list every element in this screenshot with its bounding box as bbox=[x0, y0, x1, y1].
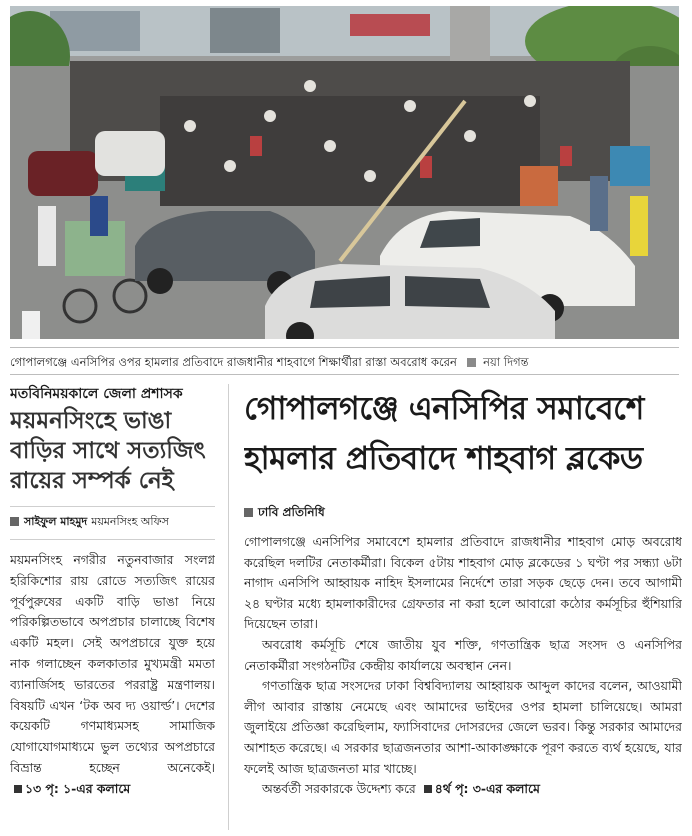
main-story-paragraph: গণতান্ত্রিক ছাত্র সংসদের ঢাকা বিশ্ববিদ্যালয় আহ্বায়ক আব্দুল কাদের বলেন, আওয়ামী লীগ আবার রাস্তায় নেমেছে এবং আমাদের ভাইদের ওপর হামলা চালিয়েছে। আমরা জুলাইয়ে প্রতিজ্ঞা করেছিলাম, ফ্যাসিবাদের দোসরদের জেলে ভরব। কিন্তু সরকার আমাদের আশাহত করেছে। এ সরকার ছাত্রজনতার আশা-আকাঙ্ক্ষাকে পূরণ করতে ব্যর্থ হয়েছে, যার ফলেই আজ ছাত্রজনতা মার খাচ্ছে। bbox=[244, 678, 682, 776]
square-bullet-icon bbox=[14, 785, 22, 793]
main-story-lead-out: অন্তর্বর্তী সরকারকে উদ্দেশ্য করে bbox=[262, 781, 416, 797]
main-story-dateline bbox=[244, 504, 682, 522]
protest-photo-illustration bbox=[10, 6, 679, 339]
caption-text: গোপালগঞ্জে এনসিপির ওপর হামলার প্রতিবাদে রাজধানীর শাহবাগে শিক্ষার্থীরা রাস্তা অবরোধ করেন bbox=[10, 355, 457, 369]
main-story-paragraph-last bbox=[244, 779, 682, 800]
byline-office: ময়মনসিংহ অফিস bbox=[91, 515, 169, 528]
side-story-body bbox=[10, 550, 215, 800]
column-divider bbox=[228, 384, 229, 830]
main-story-paragraph: অবরোধ কর্মসূচি শেষে জাতীয় যুব শক্তি, গণতান্ত্রিক ছাত্র সংসদ ও এনসিপির নেতাকর্মীরা সংগঠনটির কেন্দ্রীয় কার্যালয়ে অবস্থান নেন। bbox=[244, 636, 682, 673]
main-headline-line-1: গোপালগঞ্জে এনসিপির সমাবেশে bbox=[244, 391, 644, 427]
photo-credit: নয়া দিগন্ত bbox=[483, 355, 529, 369]
main-headline-line-2: হামলার প্রতিবাদে শাহবাগ ব্লকেড bbox=[244, 441, 643, 477]
dateline-text: ঢাবি প্রতিনিধি bbox=[258, 505, 325, 519]
side-story-byline bbox=[10, 506, 215, 540]
square-bullet-icon bbox=[10, 517, 19, 526]
news-photo bbox=[10, 6, 679, 339]
side-story-jump-label: ১৩ পৃ: ১-এর কলামে bbox=[25, 780, 131, 796]
side-story-text: ময়মনসিংহ নগরীর নতুনবাজার সংলগ্ন হরিকিশোর রায় রোডে সত্যজিৎ রায়ের পূর্বপুরুষের একটি বাড়ি ভাঙা নিয়ে পরিকল্পিতভাবে অপপ্রচার চালাচ্ছে বিশেষ একটি মহল। সেই অপপ্রচারে যুক্ত হয়ে নাক গলাচ্ছেন কলকাতার মুখ্যমন্ত্রী মমতা ব্যানার্জিসহ ভারতের পররাষ্ট্র মন্ত্রণালয়। বিষয়টি এখন ‘টক অব দ্য ওয়ার্ল্ড’। দেশের কয়েকটি গণমাধ্যমসহ সামাজিক যোগাযোগমাধ্যমে ভুল তথ্যের অপপ্রচারে বিভ্রান্ত হচ্ছেন অনেকেই। bbox=[10, 552, 215, 775]
square-bullet-icon bbox=[467, 358, 476, 367]
main-story bbox=[244, 384, 682, 832]
main-story-jump-label: ৪র্থ পৃ: ৩-এর কলামে bbox=[434, 781, 540, 797]
byline-name: সাইফুল মাহমুদ bbox=[24, 515, 88, 528]
main-story-headline bbox=[244, 384, 682, 484]
side-story-kicker: মতবিনিময়কালে জেলা প্রশাসক bbox=[10, 386, 183, 402]
photo-caption bbox=[10, 347, 679, 375]
main-story-paragraph: গোপালগঞ্জে এনসিপির সমাবেশে হামলার প্রতিবাদে রাজধানীর শাহবাগ মোড় অবরোধ করেছিল দলটির নেতাকর্মীরা। বিকেল ৫টায় শাহবাগ মোড় ব্লকেডের ১ ঘণ্টা পর সন্ধ্যা ৬টা নাগাদ এনসিপি আহ্বায়ক নাহিদ ইসলামের নির্দেশে তারা সড়ক ছেড়ে দেন। তবে আগামী ২৪ ঘণ্টার মধ্যে হামলাকারীদের গ্রেফতার না করা হলে আবারো কঠোর কর্মসূচির হুঁশিয়ারি দিয়েছেন তারা। bbox=[244, 534, 682, 632]
side-story bbox=[10, 384, 215, 832]
side-story-headline: ময়মনসিংহে ভাঙা বাড়ির সাথে সত্যজিৎ রায়ের সম্পর্ক নেই bbox=[10, 408, 206, 494]
side-story-jump[interactable] bbox=[10, 781, 130, 796]
main-story-jump[interactable] bbox=[420, 781, 540, 796]
square-bullet-icon bbox=[424, 785, 432, 793]
main-story-body bbox=[244, 532, 682, 800]
square-bullet-icon bbox=[244, 508, 253, 517]
